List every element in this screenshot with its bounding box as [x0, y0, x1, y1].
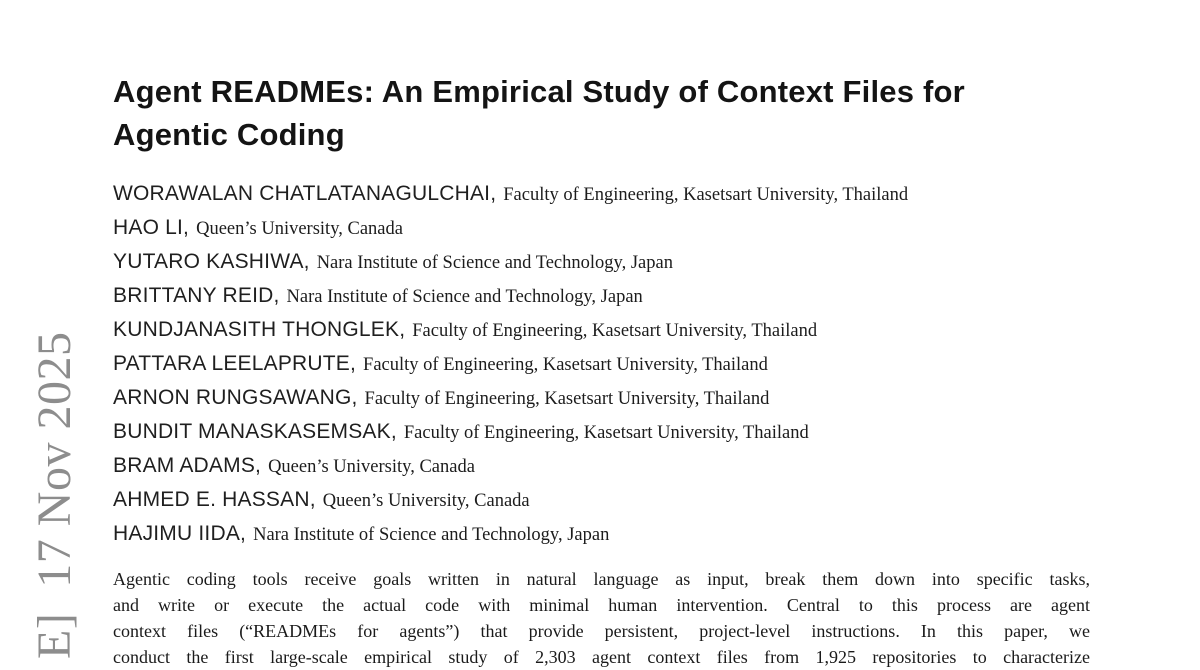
- abstract-line: and write or execute the actual code with minimal human intervention. Central to this process are agent: [113, 595, 1090, 615]
- author-list: [113, 178, 1093, 552]
- author-row: [113, 178, 1093, 212]
- author-row: [113, 518, 1093, 552]
- author-name: WORAWALAN CHATLATANAGULCHAI,: [113, 182, 497, 205]
- author-name: ARNON RUNGSAWANG,: [113, 386, 358, 409]
- author-row: [113, 382, 1093, 416]
- author-name: YUTARO KASHIWA,: [113, 250, 310, 273]
- paper-title: Agent READMEs: An Empirical Study of Context Files for Agentic Coding: [113, 74, 965, 152]
- author-name: AHMED E. HASSAN,: [113, 488, 316, 511]
- author-name: HAJIMU IIDA,: [113, 522, 247, 545]
- abstract-line: Agentic coding tools receive goals written in natural language as input, break them down into specific tasks,: [113, 569, 1090, 589]
- paper-content: [113, 70, 1093, 670]
- author-row: [113, 314, 1093, 348]
- author-affiliation: Faculty of Engineering, Kasetsart University, Thailand: [364, 389, 770, 409]
- author-affiliation: Faculty of Engineering, Kasetsart University, Thailand: [363, 355, 768, 375]
- author-affiliation: Faculty of Engineering, Kasetsart University, Thailand: [403, 423, 809, 443]
- author-affiliation: Queen’s University, Canada: [322, 491, 530, 511]
- author-name: BRITTANY REID,: [113, 284, 280, 307]
- author-name: BRAM ADAMS,: [113, 454, 262, 477]
- author-row: [113, 484, 1093, 518]
- author-affiliation: Queen’s University, Canada: [196, 219, 403, 239]
- author-affiliation: Nara Institute of Science and Technology, Japan: [253, 525, 610, 545]
- author-affiliation: Queen’s University, Canada: [268, 457, 475, 477]
- author-row: [113, 450, 1093, 484]
- author-affiliation: Nara Institute of Science and Technology, Japan: [316, 253, 673, 273]
- abstract-line: conduct the first large-scale empirical study of 2,303 agent context files from 1,925 repositories to characterize: [113, 647, 1090, 667]
- abstract-paragraph: [113, 566, 1090, 670]
- author-row: [113, 280, 1093, 314]
- abstract-line: context files (“READMEs for agents”) that provide persistent, project-level instructions. In this paper, we: [113, 621, 1090, 641]
- author-name: HAO LI,: [113, 216, 190, 239]
- author-affiliation: Nara Institute of Science and Technology, Japan: [286, 287, 643, 307]
- author-row: [113, 246, 1093, 280]
- author-name: KUNDJANASITH THONGLEK,: [113, 318, 406, 341]
- arxiv-date-watermark: E] 17 Nov 2025: [28, 331, 81, 659]
- author-row: [113, 348, 1093, 382]
- author-affiliation: Faculty of Engineering, Kasetsart University, Thailand: [503, 185, 909, 205]
- author-row: [113, 416, 1093, 450]
- author-name: PATTARA LEELAPRUTE,: [113, 352, 357, 375]
- author-name: BUNDIT MANASKASEMSAK,: [113, 420, 397, 443]
- author-row: [113, 212, 1093, 246]
- author-affiliation: Faculty of Engineering, Kasetsart University, Thailand: [412, 321, 818, 341]
